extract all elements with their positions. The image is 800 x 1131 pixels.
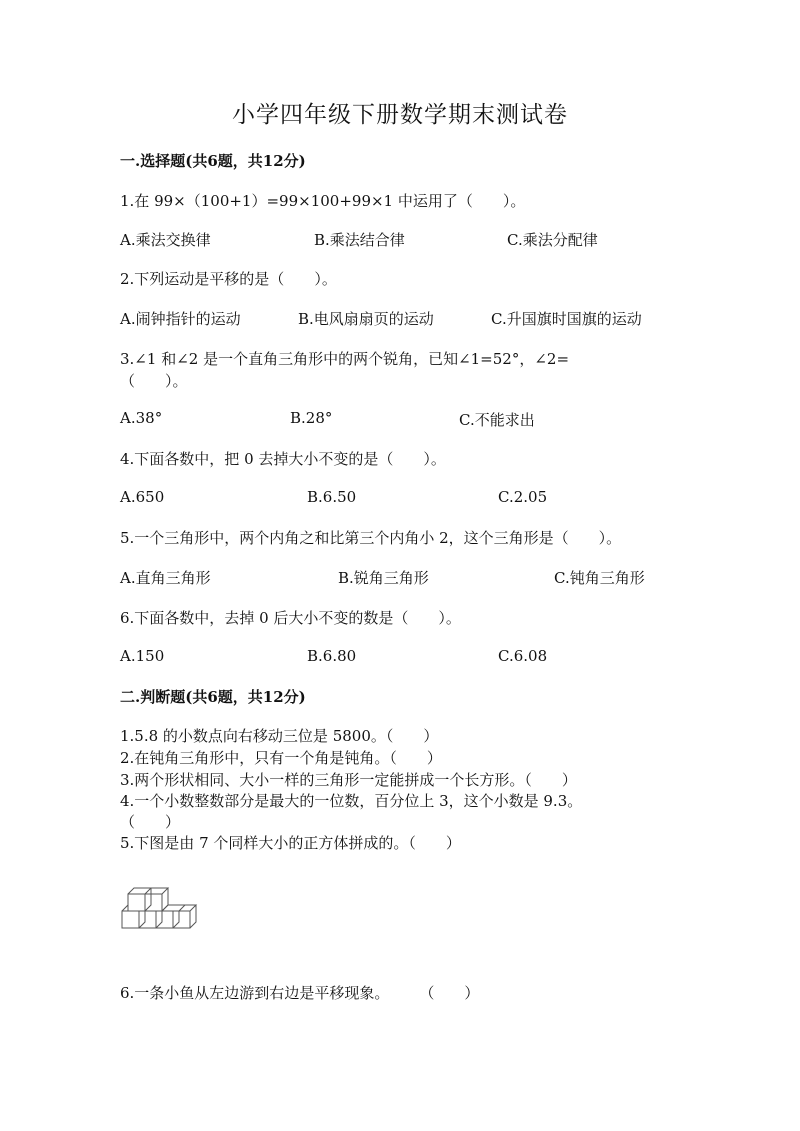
q5-option-a: A.直角三角形 xyxy=(120,569,211,587)
cube-top-1 xyxy=(128,888,151,911)
page-title: 小学四年级下册数学期末测试卷 xyxy=(232,102,568,128)
question-4: 4.下面各数中，把 0 去掉大小不变的是（ ）。 xyxy=(120,450,446,468)
q3-option-c: C.不能求出 xyxy=(459,411,535,429)
q2-option-a: A.闹钟指针的运动 xyxy=(120,310,241,328)
q3-option-b: B.28° xyxy=(290,409,333,427)
question-3: 3.∠1 和∠2 是一个直角三角形中的两个锐角，已知∠1=52°，∠2= xyxy=(120,350,570,368)
tf-item-4-blank: （ ） xyxy=(120,813,181,831)
cube-bottom-2 xyxy=(139,911,162,928)
q5-option-c: C.钝角三角形 xyxy=(554,569,645,587)
question-5: 5.一个三角形中，两个内角之和比第三个内角小 2，这个三角形是（ ）。 xyxy=(120,529,622,547)
q1-option-a: A.乘法交换律 xyxy=(120,231,211,249)
question-3-blank: （ ）。 xyxy=(120,372,188,390)
tf-item-1: 1.5.8 的小数点向右移动三位是 5800。（ ） xyxy=(120,727,439,745)
q6-option-c: C.6.08 xyxy=(498,647,548,665)
q4-option-a: A.650 xyxy=(120,488,165,506)
tf-item-3: 3.两个形状相同、大小一样的三角形一定能拼成一个长方形。（ ） xyxy=(120,771,577,789)
tf-item-5: 5.下图是由 7 个同样大小的正方体拼成的。（ ） xyxy=(120,834,461,852)
q2-option-b: B.电风扇扇页的运动 xyxy=(298,310,434,328)
q5-option-b: B.锐角三角形 xyxy=(338,569,429,587)
cube-bottom-3 xyxy=(156,905,185,928)
q6-option-a: A.150 xyxy=(120,647,165,665)
tf-item-6: 6.一条小鱼从左边游到右边是平移现象。 （ ） xyxy=(120,984,480,1002)
q1-option-b: B.乘法结合律 xyxy=(314,231,405,249)
q4-option-c: C.2.05 xyxy=(498,488,548,506)
section-heading-true-false: 二.判断题(共6题，共12分) xyxy=(120,688,306,706)
question-1: 1.在 99×（100+1）=99×100+99×1 中运用了（ ）。 xyxy=(120,192,526,210)
q3-option-a: A.38° xyxy=(120,409,163,427)
cube-figure xyxy=(118,884,208,936)
tf-item-2: 2.在钝角三角形中，只有一个角是钝角。（ ） xyxy=(120,749,442,767)
question-6: 6.下面各数中，去掉 0 后大小不变的数是（ ）。 xyxy=(120,609,461,627)
q4-option-b: B.6.50 xyxy=(307,488,357,506)
tf-item-4: 4.一个小数整数部分是最大的一位数，百分位上 3，这个小数是 9.3。 xyxy=(120,792,583,810)
q1-option-c: C.乘法分配律 xyxy=(507,231,598,249)
cube-bottom-1 xyxy=(122,905,145,928)
section-heading-choice: 一.选择题(共6题，共12分) xyxy=(120,152,306,170)
q6-option-b: B.6.80 xyxy=(307,647,357,665)
q2-option-c: C.升国旗时国旗的运动 xyxy=(491,310,642,328)
question-2: 2.下列运动是平移的是（ ）。 xyxy=(120,270,337,288)
